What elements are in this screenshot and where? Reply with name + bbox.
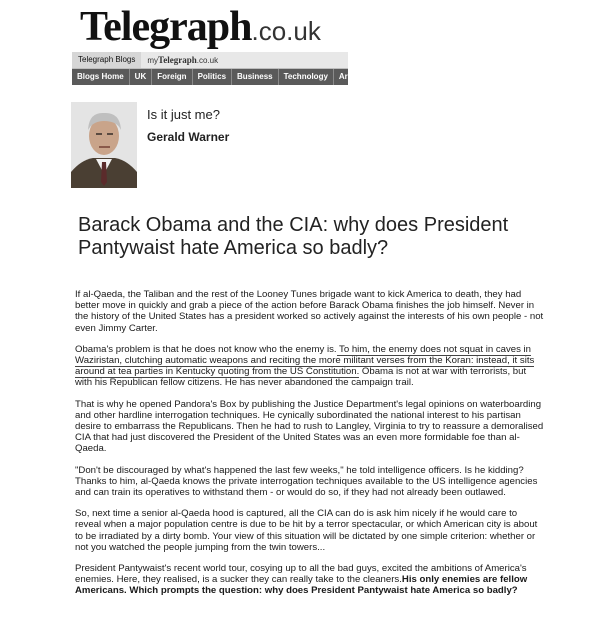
logo-tld: .co.uk	[251, 16, 321, 46]
article-body	[75, 289, 545, 607]
paragraph-2-highlight: To him, the enemy does not squat in caves in Waziristan, clutching automatic weapons and reciting the more militant verses from the Koran: instead, it sits around at tea parties in Kentucky quoting from the US Constitution.	[75, 343, 535, 378]
paragraph-1: If al-Qaeda, the Taliban and the rest of the Looney Tunes brigade want to kick America to death, they had better move in quickly and grab a piece of the action before Barack Obama finishes the job himself. Never in the history of the United States has a president worked so actively against the interests of his own people - not even Jimmy Carter.	[75, 289, 544, 334]
nav-item-uk[interactable]: UK	[130, 69, 153, 85]
paragraph-6-text: President Pantywaist's recent world tour, cosying up to all the bad guys, excited the ambitions of America's enemies. Here, they realised, is a sucker they can really take to the cleaners.	[75, 563, 527, 586]
paragraph-6	[75, 563, 545, 597]
my-brand: Telegraph	[158, 55, 197, 65]
paragraph-2	[75, 344, 545, 389]
nav-item-technology[interactable]: Technology	[279, 69, 334, 85]
author-photo	[71, 102, 137, 188]
main-nav	[72, 69, 348, 85]
nav-item-arts[interactable]: Ar	[334, 69, 348, 85]
paragraph-5: So, next time a senior al-Qaeda hood is captured, all the CIA can do is ask him nicely if he would care to reveal when a major population centre is due to be hit by a terror spectacular, or which American city is about to be irradiated by a dirty bomb. Your view of this situation will be dictated by one simple criterion: whether or not you watched the people jumping from the twin towers...	[75, 508, 538, 553]
tab-telegraph-blogs[interactable]: Telegraph Blogs	[72, 52, 141, 68]
nav-item-politics[interactable]: Politics	[193, 69, 232, 85]
author-portrait-icon	[71, 102, 137, 188]
nav-item-business[interactable]: Business	[232, 69, 279, 85]
logo-text: Telegraph	[80, 4, 252, 50]
author-name[interactable]: Gerald Warner	[147, 130, 230, 144]
nav-item-blogs-home[interactable]: Blogs Home	[72, 69, 130, 85]
telegraph-logo[interactable]	[80, 4, 321, 54]
tab-my-telegraph[interactable]	[141, 55, 224, 65]
paragraph-4: "Don't be discouraged by what's happened the last few weeks," he told intelligence officers. Is he kidding? Thanks to him, al-Qaeda knows the private interrogation techniques available to the US intelligence agencies and can train its operatives to withstand them - or would do so, if they had not already been outlawed.	[75, 464, 538, 499]
paragraph-2-tail: Obama is not at war with terrorists, but with his Republican fellow citizens. He has never abandoned the campaign trail.	[75, 366, 527, 389]
blog-subtitle: Is it just me?	[147, 107, 220, 122]
my-prefix: my	[147, 56, 159, 65]
sub-tabs	[72, 52, 348, 69]
paragraph-6-bold: His only enemies are fellow Americans. Which prompts the question: why does President Pantywaist hate America so badly?	[75, 574, 528, 597]
my-tld: .co.uk	[196, 56, 219, 65]
paragraph-2-lead: Obama's problem is that he does not know who the enemy is.	[75, 343, 337, 355]
article-title: Barack Obama and the CIA: why does President Pantywaist hate America so badly?	[78, 214, 509, 259]
nav-item-foreign[interactable]: Foreign	[152, 69, 192, 85]
paragraph-3: That is why he opened Pandora's Box by publishing the Justice Department's legal opinions on waterboarding and other hardline interrogation techniques. He cynically subordinated the national interest to his partisan desire to embarrass the Republicans. Then he had to rush to Langley, Virginia to try to reassure a demoralised CIA that had just discovered the President of the United States was an even more formidable foe than al-Qaeda.	[75, 398, 544, 455]
